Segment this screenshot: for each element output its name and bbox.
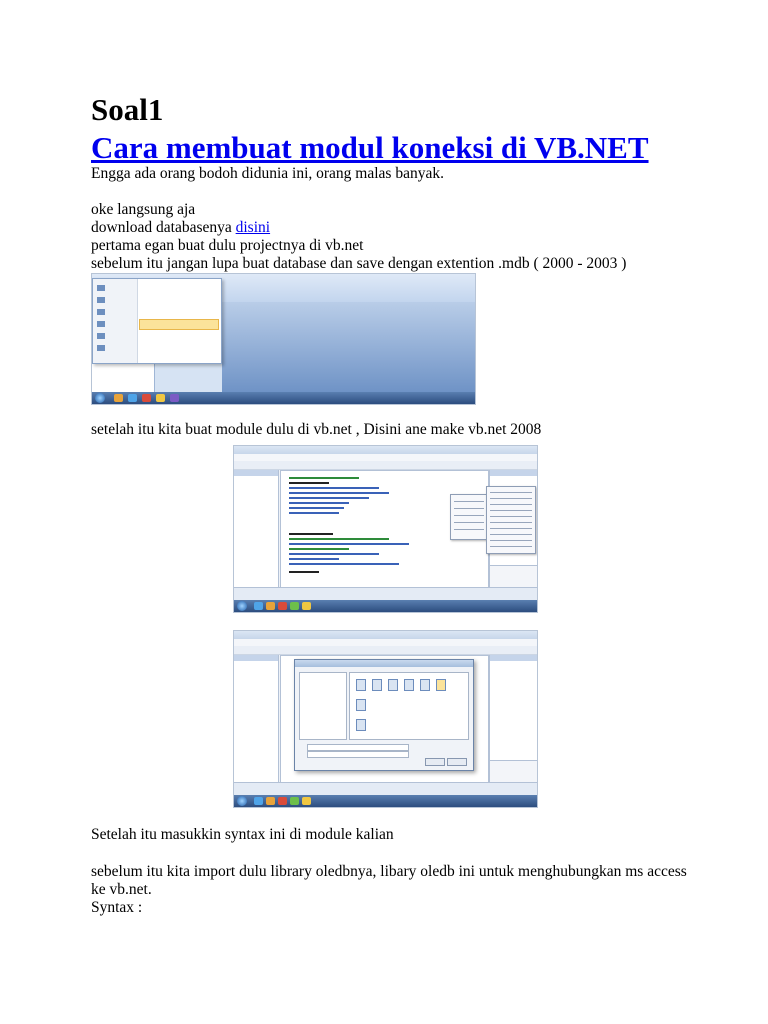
app-icon bbox=[170, 394, 179, 402]
text-line: sebelum itu kita import dulu library oledbnya, libary oledb ini untuk menghubungkan ms access bbox=[91, 863, 687, 880]
menu-icon bbox=[97, 321, 105, 327]
taskbar bbox=[92, 392, 475, 404]
menu-icon bbox=[97, 333, 105, 339]
section-heading: Soal1 bbox=[91, 92, 164, 127]
toolbox-pane bbox=[234, 655, 279, 783]
syntax-label: Syntax : bbox=[91, 899, 143, 916]
navigation-pane bbox=[92, 362, 155, 392]
menu-icon bbox=[97, 309, 105, 315]
taskbar bbox=[234, 795, 537, 807]
app-icon bbox=[156, 394, 165, 402]
text-line: pertama egan buat dulu projectnya di vb.net bbox=[91, 237, 364, 254]
highlighted-option bbox=[139, 319, 219, 330]
text-line: Setelah itu masukkin syntax ini di module kalian bbox=[91, 826, 394, 843]
context-menu bbox=[450, 494, 488, 540]
article-title-link[interactable]: Cara membuat modul koneksi di VB.NET bbox=[91, 130, 649, 165]
submenu bbox=[486, 486, 536, 554]
menu-icon bbox=[97, 297, 105, 303]
start-orb-icon bbox=[95, 393, 105, 403]
menu-icon bbox=[97, 285, 105, 291]
workspace bbox=[222, 302, 475, 392]
start-orb-icon bbox=[237, 796, 247, 806]
categories-list bbox=[299, 672, 347, 740]
toolbox-pane bbox=[234, 470, 279, 588]
vs-add-item-screenshot-image bbox=[233, 630, 538, 808]
app-icon bbox=[114, 394, 123, 402]
text-line: oke langsung aja bbox=[91, 201, 196, 218]
download-text: download databasenya bbox=[91, 219, 236, 236]
access-screenshot-image bbox=[91, 273, 476, 405]
templates-list bbox=[349, 672, 469, 740]
start-orb-icon bbox=[237, 601, 247, 611]
office-menu bbox=[92, 278, 222, 364]
download-link[interactable]: disini bbox=[235, 219, 271, 236]
menu-icon bbox=[97, 345, 105, 351]
intro-text: Engga ada orang bodoh didunia ini, orang malas banyak. bbox=[91, 165, 444, 182]
vs-module-screenshot-image bbox=[233, 445, 538, 613]
add-new-item-dialog bbox=[294, 659, 474, 771]
taskbar bbox=[234, 600, 537, 612]
solution-explorer bbox=[489, 655, 537, 783]
text-line: setelah itu kita buat module dulu di vb.net , Disini ane make vb.net 2008 bbox=[91, 421, 542, 438]
app-icon bbox=[128, 394, 137, 402]
download-line bbox=[91, 219, 270, 237]
app-icon bbox=[142, 394, 151, 402]
text-line: sebelum itu jangan lupa buat database dan save dengan extention .mdb ( 2000 - 2003 ) bbox=[91, 255, 627, 272]
text-line: ke vb.net. bbox=[91, 881, 152, 898]
